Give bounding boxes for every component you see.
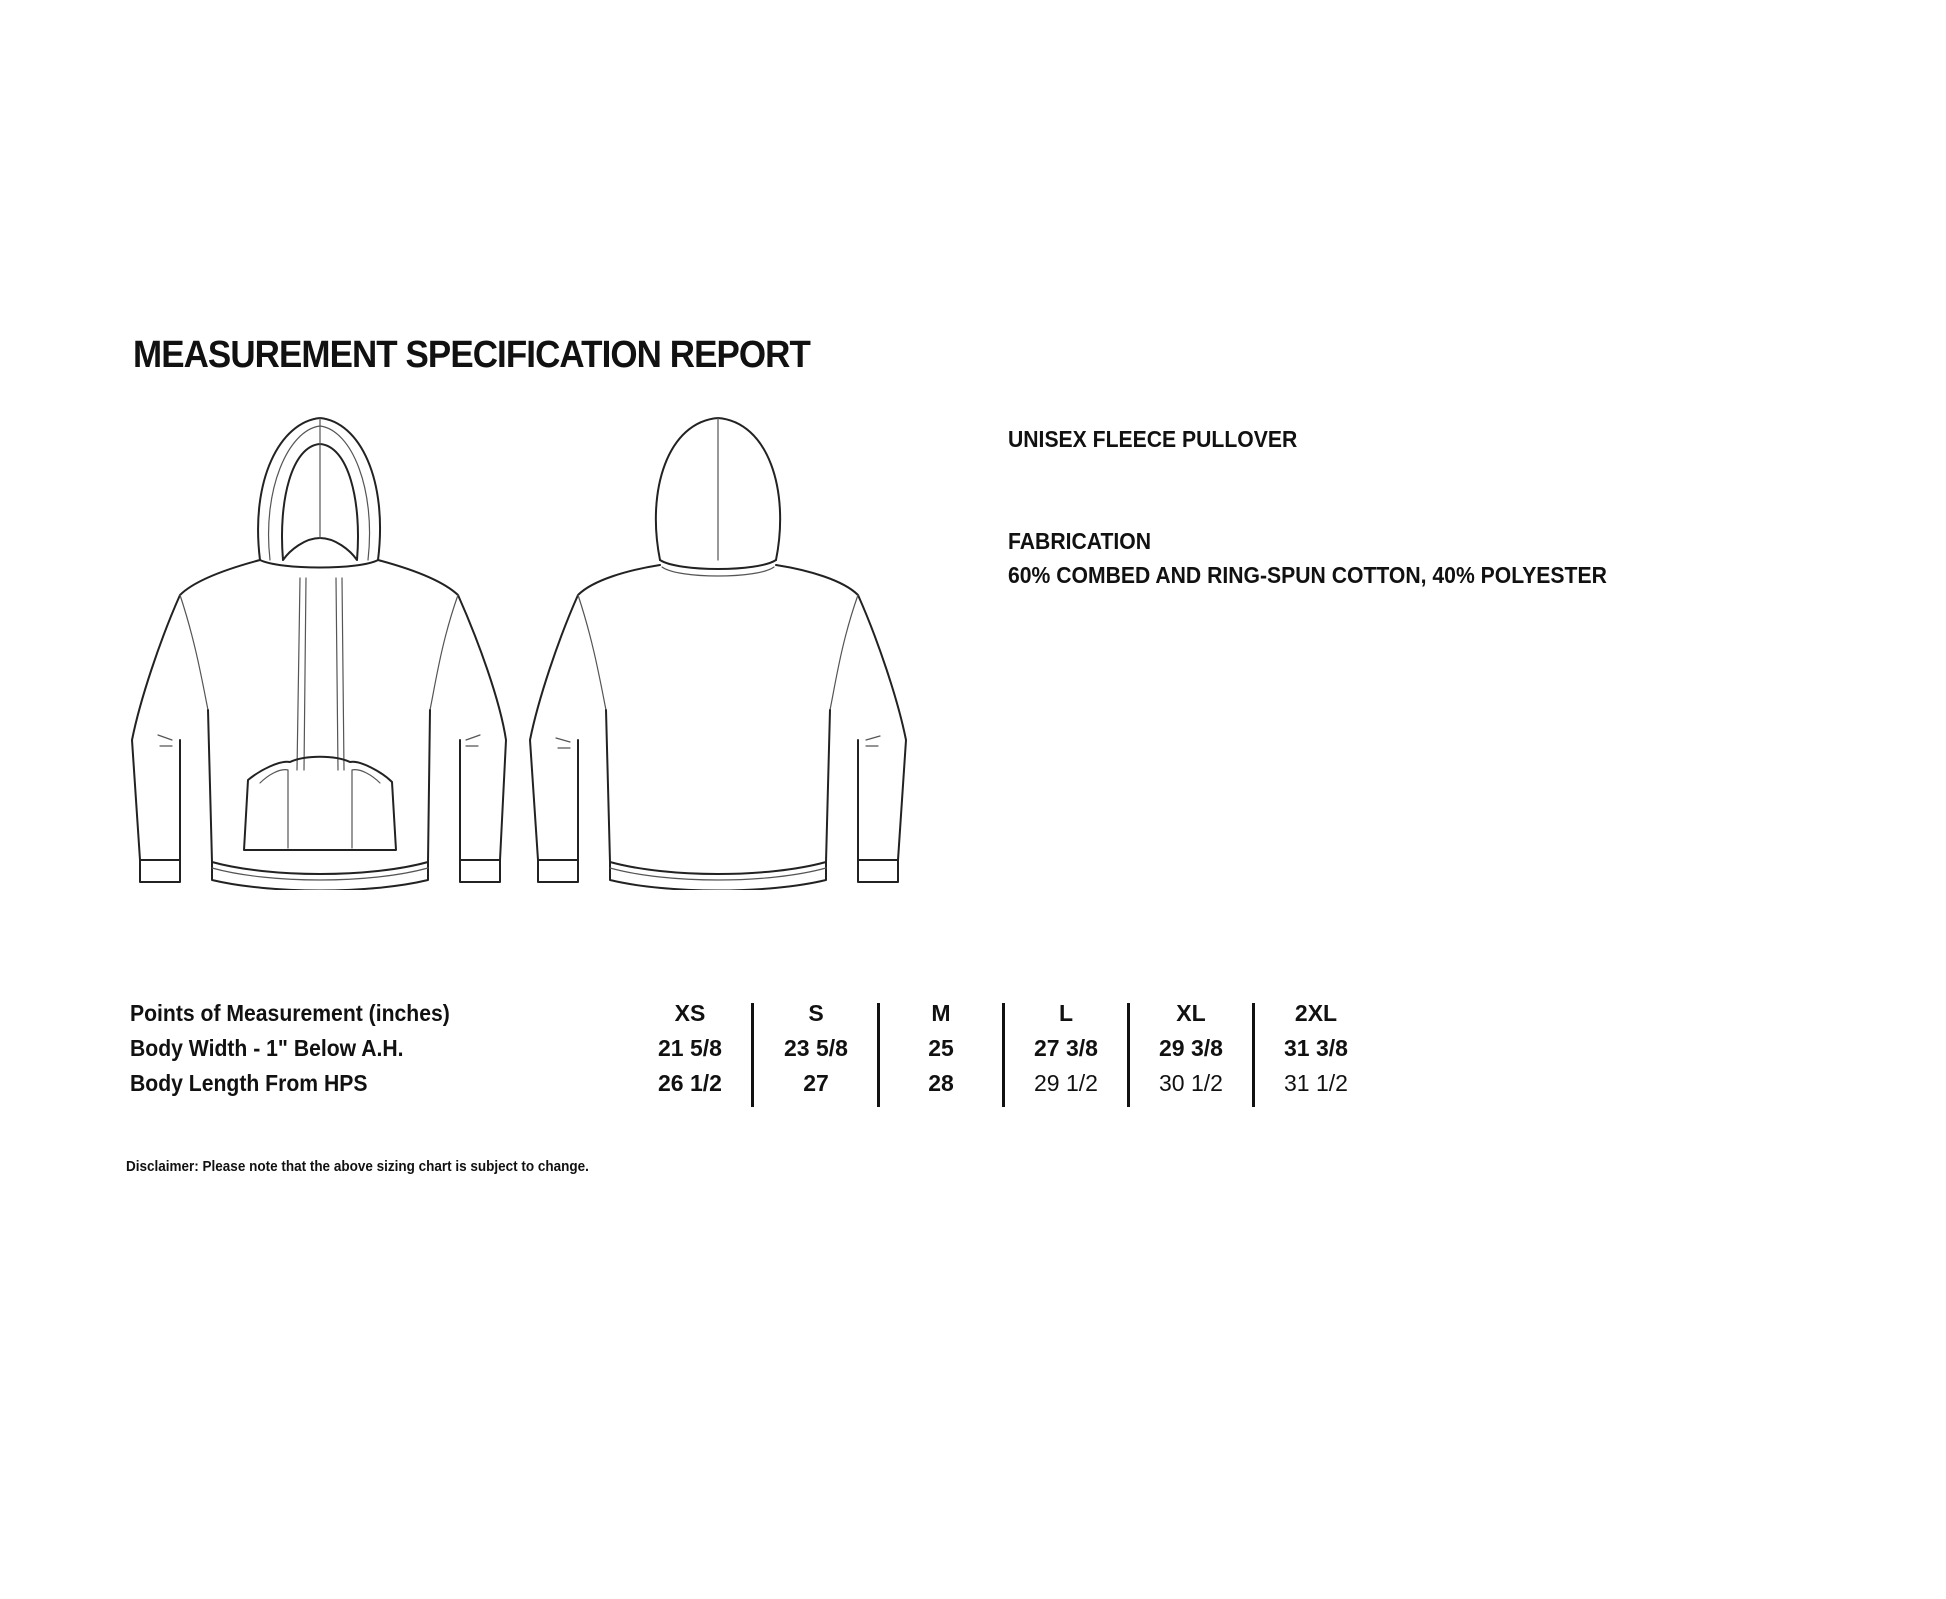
disclaimer-text: Disclaimer: Please note that the above sizing chart is subject to change. <box>126 1158 589 1175</box>
table-cell: 27 <box>803 1070 829 1096</box>
product-info <box>1008 422 1607 592</box>
table-cell: 21 5/8 <box>658 1035 722 1061</box>
size-header: S <box>808 1000 824 1026</box>
table-cell: 23 5/8 <box>784 1035 848 1061</box>
size-header: XS <box>674 1000 706 1026</box>
size-header: L <box>1058 1000 1074 1026</box>
table-cell: 25 <box>928 1035 954 1061</box>
column-divider <box>1002 1003 1005 1107</box>
table-header-label: Points of Measurement (inches) <box>130 1000 450 1026</box>
table-cell: 26 1/2 <box>658 1070 722 1096</box>
hoodie-back-icon <box>530 418 906 890</box>
table-cell: 29 3/8 <box>1159 1035 1223 1061</box>
size-header: 2XL <box>1294 1000 1338 1026</box>
column-divider <box>1252 1003 1255 1107</box>
table-cell: 28 <box>928 1070 954 1096</box>
page-title: MEASUREMENT SPECIFICATION REPORT <box>133 334 810 376</box>
fabrication-heading: FABRICATION <box>1008 528 1152 554</box>
product-name: UNISEX FLEECE PULLOVER <box>1008 426 1298 452</box>
table-cell: 29 1/2 <box>1034 1070 1098 1096</box>
column-divider <box>877 1003 880 1107</box>
size-header: M <box>931 1000 951 1026</box>
fabrication-detail: 60% COMBED AND RING-SPUN COTTON, 40% POLYESTER <box>1008 562 1607 588</box>
hoodie-front-icon <box>132 418 506 890</box>
table-cell: 30 1/2 <box>1159 1070 1223 1096</box>
column-divider <box>751 1003 754 1107</box>
size-header: XL <box>1176 1000 1206 1026</box>
row-label: Body Width - 1" Below A.H. <box>130 1035 404 1061</box>
table-cell: 31 1/2 <box>1284 1070 1348 1096</box>
row-label: Body Length From HPS <box>130 1070 368 1096</box>
column-divider <box>1127 1003 1130 1107</box>
table-cell: 27 3/8 <box>1034 1035 1098 1061</box>
table-cell: 31 3/8 <box>1284 1035 1348 1061</box>
hoodie-sketches <box>120 410 920 890</box>
